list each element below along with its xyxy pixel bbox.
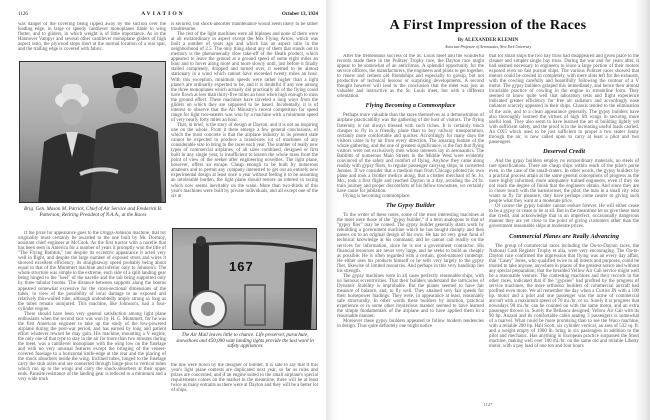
paragraph: Moreover these gypsy builders appeared to follow modern tendencies in design. Thus quite definitely one might notice xyxy=(337,319,484,330)
column-1-bottom-text xyxy=(18,231,166,406)
right-page xyxy=(326,0,650,420)
paragraph: Perhaps more valuable than the races themselves as a demonstration of airplane practicability was the gathering of the host of visitors. The flying fraternity is not always blessed with such riches. It is certainly much cheaper to fly in a friendly plane than to buy railway transportation, certainly more comfortable and quicker. Accordingly for many days the visitors came in by air from every direction. The amazing feature of the whole gathering, and the one of greatest significance, is the fact that flying visitors were not exclusively men whose interests lay in aeronautics. The Babbitts of numerous Main Streets in the Middle West were evidently convinced of the safety and comfort of flying. Anyhow they came along readily with gypsy fliers, in regular passenger carrying ships, in converted Jennies. If we consider that a medical man from Chicago piloted his own plane and took a brother medico along, that a clothes merchant of St. Jo, Mo., took a first flight and reached Dayton in a day, avoiding the 24 hr. train journey and proper discomforts of his fellow townsmen, we certainly have cause for jubilation. xyxy=(337,113,484,195)
paragraph: Of course the gypsy builder cannot endure forever. He will either cease to be a gypsy or cease to be at all. But in the meantime let us give these men due credit, and acknowledge that in an imperfect, occasionally dangerous manner they are yet close to the point of giving customers other than the government reasonable ships at moderate prices. xyxy=(489,204,639,230)
column-2-bottom-text xyxy=(171,363,318,407)
paragraph: That, in brief, is the story of design at Dayton, and it is not an inspiring one on the whole. From it there emerge a few general conclusions, of which the most concrete is that the airplane industry in its present state cannot be expected to produce a brand-new lot of machines of any considerable size to bring to the races each year. The number of really new types of commercial airplanes, of all sizes combined, designed or first built in any single year, is insufficient to leaven the whole mass from the point of view of the seeker after engineering novelties. The light plane, however, offers an escape. Cheap enough to be built by numerous amateurs and to permit any company interested to get out an entirely new experimental design at least once a year without feeling it to be assuming an intolerable burden, the light plane should restore an interest in racing which now seems inevitably on the wane. More than two-thirds of this year's machines were built by private individuals, and all except one of the six at xyxy=(171,122,318,199)
paragraph: There should have been very general satisfaction among light plane enthusiasts when the second race was won by H. C. Mummert, for he was the first American engineer to take up the study of the low-powered airplane during the post-war period, and has earned by long and patient effort whatever reward he may gain. His machine, mounting a V engine, the only one of that type to stay in the air for more than two minutes during the meet, was a cantilever monoplane with the wing low on the fuselage and with no very unusual features except the bringing of the veneer-covered fuselage to a horizontal knife-edge at the rear and the placing of the shock absorbers inside the wing. Inclined tubes, hinged to the fuselage carry the stub axles and are connected through hinge-pins to vertical tubes which run up to the wings and carry the shock-absorbers at their upper ends. Parasite resistance of the landing gear is reduced to a minimum and a very wide track xyxy=(18,311,166,383)
photo1-caption: Brig. Gen. Mason M. Patrick, Chief of Air Service and Frederick B. Patterson, Retiring President of N.A.A., at the Races xyxy=(23,206,163,218)
author-affiliation: Associate Professor of Aeronautics, New York University xyxy=(444,45,532,49)
paragraph: The rest of the light machines were all biplanes and none of them were at all extraordinary in aspect except the Mix Flying Arrow, which was built a number of years ago and which has an aspect ratio in the neighborhood of 2.5. The only thing about any of them that stands out in memory is the phenomenally slow take-off of the Heath product, which appeared to leave the ground at a ground speed of some eight miles an hour and to hover along more and more slowly until, just before it finally stalled completely, dropped and turned over, it seemed to be almost stationary in a wind which cannot have exceeded twenty miles an hour. With this exception, minimum speeds were rather higher than a light plane's are ordinarily expected to be, and it is doubtful if any one among the three monoplanes which actually did practically all of the flying could have flown at less than thirty-five miles an hour when high enough to miss the ground effect. These machines have traveled a long ways from the gliders on which they are supposed to be based. Incidentally, it is of interest to observe that the Air Ministry's recent competition for speed range for light two-seaters was won by a machine with a minimum speed of very nearly forty miles an hour. xyxy=(171,32,318,123)
issue-date: October 13, 1924 xyxy=(281,12,318,17)
page-number: 1126 xyxy=(18,12,28,17)
section-heading: Commercial Planes are Really Advancing xyxy=(509,232,619,240)
right-column-1 xyxy=(337,54,484,408)
paragraph: is secured, but shock-absorber maintenance would seem likely to be rather troublesome. xyxy=(171,22,318,33)
paragraph: Flying is becoming commonplace. xyxy=(343,194,411,200)
article-title: A First Impression of the Races xyxy=(389,18,587,33)
section-heading: Deserved Credit xyxy=(542,147,586,155)
section-heading: Flying Becoming a Commonplace xyxy=(365,102,456,110)
right-column-2 xyxy=(489,54,639,408)
byline: By ALEXANDER KLEMIN xyxy=(457,38,519,43)
photo2-caption: The Air Mail leaves little to chance. Life preserver, parachute, snowshoes and 450,000 watt landing lights provide the last word in safety appliances xyxy=(176,332,314,350)
photo-air-mail-equipment xyxy=(172,228,317,330)
paragraph: To the writer of these notes, some of the most interesting machines at the meet were those of the "gypsy builder," if a term analogous to that of "gypsy flier" may be coined. The gypsy builder generally starts work by rebuilding a government machine which he has bought cheaply and then passes on to an original design of his own. He has no very great fund of technical knowledge at his command, and he cannot call readily on the services for information, since he is not a government contractor. His financial resources are never very large, and he seeks to build as cheaply as possible. He is often regarded with a certain, good-natured contempt. He either uses his products himself or he sells very largely to the gypsy flier, likewise of limited resources. And perhaps in this very handicap lies his strength. xyxy=(337,213,484,274)
paragraph: the line were flown by the designer or builder. It is safe to say that if this year's light plane contests are duplicated next year, so far as rules and prizes are concerned, and if an engine suited to the small airplane's special requirements comes on the market in the meantime, there will be at least twice as many entrants as there were at Dayton and they will be a better lot of ships. xyxy=(171,363,318,394)
column-2-top-text xyxy=(171,22,318,223)
paragraph: was danger of the covering being ripped away by the suction over the leading edge, in large or speedy cantilever monoplanes liable to wing flutter, and to gliders, in which weight is of little importance. As in the Hannover Vampyr and several other cantilever monoplane gliders of high aspect ratio, the plywood stops short at the normal location of a rear spar, and the trailing edge is covered with fabric. xyxy=(18,22,166,53)
paragraph: And the gypsy builders employ no extraordinary materials, no steels of rare specifications. There are cheap ships within reach of the pilot's purse even, in the case of the small-craters. In other words, the gypsy builders by a practical process attain at the same general conceptions of progress as the more highly informed, more adequately trained engineers, even if they do not reach the degree of finish that the engineers obtain. And since they are in closer touch with the barnstormer, the pilot, the man in a small city who wants to fly for pleasure, they have perhaps come nearer to giving such people what they want at a moderate price. xyxy=(489,158,639,205)
column-1-top-text xyxy=(18,22,166,62)
paragraph: If the prize for appearance goes to the Driggs-Johnson machine, that for originality must certainly be awarded to the one built by Mr. Dormoy, assistant chief engineer at McCook. As the first tractor with a nacelle that has been seen in America for a number of years it promptly won the title of "The Flying Bathtub," but despite its eccentric appearance it acted very well in flight, and despite the large number of exposed struts and wires it showed excellent efficiency, its straightaway speed probably being about equal to that of the Mummert machine and inferior only to Johnson's. The whole structure was simple in the extreme, each side of a split landing gear being hinged to the "keel" of the nacelle and the tail being supported only by three tubular booms. The distance between supports along the booms appeared somewhat excessive for the cross-sectional dimensions of the tubes, in view of the possibility of local damage to an exposed and relatively thin-walled tube, although undoubtedly amply strong so long as the tubes remain uninjured. This machine, like Johnson's, had a four-cylinder engine. xyxy=(18,231,166,312)
photo-airplane-icon xyxy=(173,229,317,330)
running-head: AVIATION xyxy=(141,11,185,17)
paragraph: The group of commercial races including the On-to-Dayton races, the National Cash Register Trophy et alia, were very encouraging. The On-to-Dayton race confirmed the impression that flying was an every day affair, that "Casey" Jones, who qualified twice to all intents and purposes, could be trusted to take anyone, anywhere in places of the greatest notice and without any special preparation; that the heralded Yellow Air Cab service might well be a reasonable venture. The contesting machines and their records in the other races, indicated that if the "gypsies" had profited by the progress of service machines, the more orthodox builders of commercial aircraft had profited even more. We all remember the day when a Curtiss JN with a 100 hp. motor and a pilot and one passenger was the acme of commercial aircraft with a maximum speed of 70 mi./hr. or so. Surely it is progress that nowadays 90 mi./hr. can be counted on with the same motor, and an extra passenger thrown in. Surely the Bellanca designed, Yellow Air Cab with its 90 hp. Anzani and its comfortable cabin seating 3 passengers is somewhat of a marvel. What could be more promising than to see the Waco machine, with a reliable 200 hp. Hall Scott, six cylinder vertical, an area of 532 sq. ft. and a weight empty of 1900 lb. bring in six passengers in addition to the pilot and mechanic. Has anything in European practice surpassed the Stout machine, making well over 100 mi./hr. on the same old and reliable Liberty motor, with a pay load of one ton and four hours xyxy=(489,243,639,350)
section-heading: The Gypsy Builder xyxy=(385,202,436,210)
airplane-number: 167 xyxy=(229,259,254,274)
paragraph: The gypsy machines were in all cases perfectly reasonable ships, with no heinous eccentricities. That their builders understand the intricacies of Dynamic Stability is improbable. But the planes seemed to have fair measure of balance, and, to fly well. They attained very fair speeds for their horsepower loadings. They were, in appearance at least, reasonably safe structurally. In other words these builders by intuition, practical experience or in some other mysterious manner seemed to have learned the simple fundamentals of the airplane and to have applied them in a reasonable manner. xyxy=(337,273,484,320)
paragraph: After the tremendous success of the St. Louis meet and the wonderful records made there in the Pulitzer Trophy race, the Dayton race might appear to be somewhat of an anticlimax. A splendid opportunity for the service officers, the manufacturers, the engineers and pilots to get together, to renew and cement old friendships and especially to gossip, but not productive of technical lessons or surprising developments. A second thought however will lead to the conclusion that the meet was just as valuable and instructive as the St. Louis meet, but with a different orientation. xyxy=(337,54,484,100)
paragraph: that for small ships the two bay truss had disappeared and given place to the cleaner and simpler single bay truss. During the war and for years after, it had seemed necessary to engineers to leave a large portion of their motors exposed even on fast pursuit ships. The various Pulitzer races showed that motors could be cowled in completely, with mere slots left for the exhausts, with the cowling carefully and beautifully following the contour of a V motor. The gypsy builders grasped this immediately, and hence their almost invariable practice of cowling in the engine in streamline form. They seemed to know quite well that laboratory tests and flight experience indicated greater efficiency for free air radiators and accordingly nose radiators scarcely appeared in their ships. Chassis tended to the elimination of the axle, and to a clean appearance generally. The gypsy builders have also thoroughly learned the virtues of high lift wings in securing more useful load. They also seem to have learned the art of building lightly yet with sufficient safety, and the proof is in the increasing useful loads carried. An OX5 which used to be just sufficient to propel a two seater Jenny through the air, is now called upon to carry at least a pilot and two passengers. xyxy=(489,54,639,145)
photo-figures-icon xyxy=(20,62,166,203)
photo-patrick-patterson xyxy=(19,61,166,203)
page-number: 1127 xyxy=(483,402,493,407)
